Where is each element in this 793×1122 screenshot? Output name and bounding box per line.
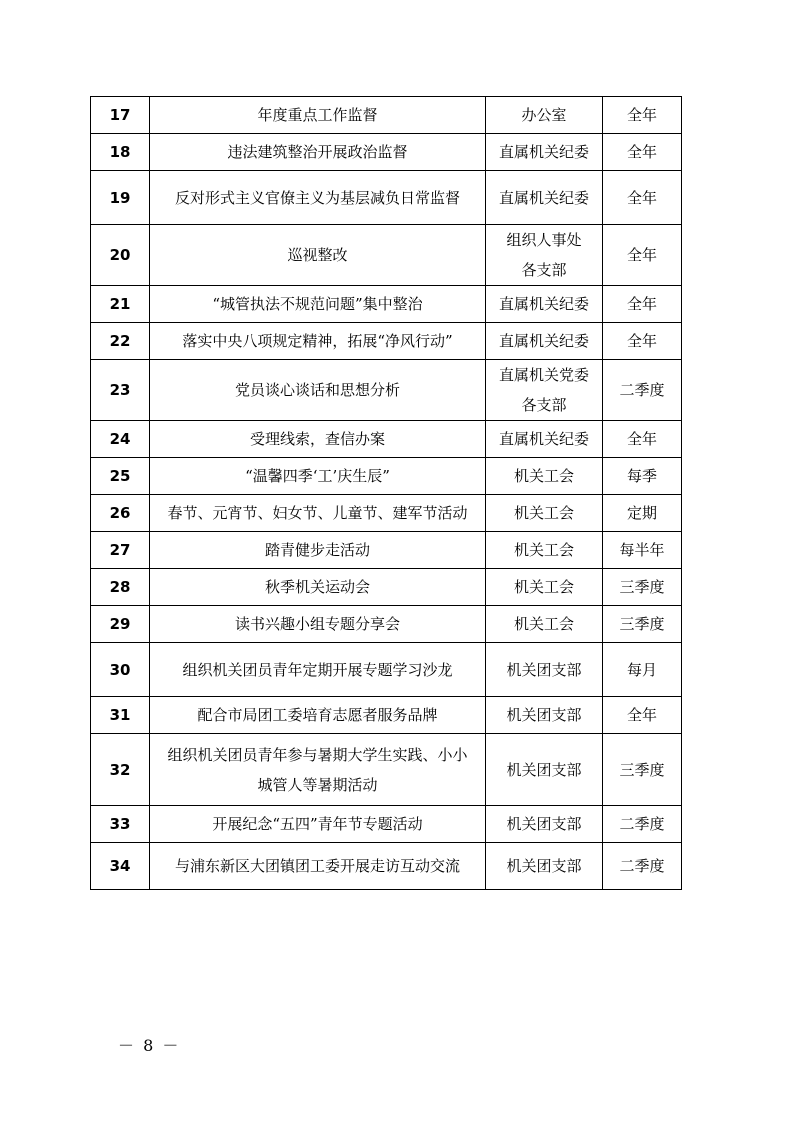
- table-row: [91, 134, 682, 171]
- department-text: 组织人事处: [506, 231, 582, 249]
- department-text: 各支部: [521, 261, 567, 279]
- department-text: 机关工会: [513, 467, 574, 485]
- table-row: [91, 286, 682, 323]
- timeframe-cell: 每月: [603, 643, 682, 697]
- row-number-cell: 20: [91, 225, 150, 286]
- timeframe-cell: 全年: [603, 286, 682, 323]
- row-number-cell: 25: [91, 458, 150, 495]
- timeframe-cell: 定期: [603, 495, 682, 532]
- task-text: 党员谈心谈话和思想分析: [234, 381, 400, 399]
- row-number-cell: 19: [91, 171, 150, 225]
- timeframe-cell: 全年: [603, 421, 682, 458]
- timeframe-cell: 三季度: [603, 569, 682, 606]
- task-text: 年度重点工作监督: [257, 106, 378, 124]
- row-number-cell: 29: [91, 606, 150, 643]
- task-text: 落实中央八项规定精神，拓展“净风行动”: [182, 332, 453, 350]
- department-text: 机关团支部: [506, 660, 582, 679]
- department-cell: [486, 323, 603, 360]
- row-number-cell: 30: [91, 643, 150, 697]
- row-number-cell: 21: [91, 286, 150, 323]
- task-cell: [150, 734, 486, 806]
- task-text: 组织机关团员青年定期开展专题学习沙龙: [182, 660, 453, 679]
- task-cell: [150, 532, 486, 569]
- task-cell: [150, 134, 486, 171]
- table-row: [91, 495, 682, 532]
- task-text: 开展纪念“五四”青年节专题活动: [212, 815, 423, 833]
- timeframe-cell: 二季度: [603, 806, 682, 843]
- department-cell: [486, 606, 603, 643]
- department-cell: [486, 843, 603, 890]
- timeframe-cell: 三季度: [603, 606, 682, 643]
- row-number-cell: 18: [91, 134, 150, 171]
- task-text: 城管人等暑期活动: [257, 775, 378, 794]
- work-plan-table: [90, 96, 682, 890]
- table-row: [91, 643, 682, 697]
- department-cell: [486, 532, 603, 569]
- task-cell: [150, 286, 486, 323]
- department-text: 机关工会: [513, 541, 574, 559]
- department-cell: [486, 421, 603, 458]
- row-number-cell: 33: [91, 806, 150, 843]
- department-text: 各支部: [521, 396, 567, 414]
- department-cell: [486, 134, 603, 171]
- department-text: 直属机关纪委: [498, 143, 589, 161]
- task-text: 受理线索，查信办案: [249, 430, 385, 448]
- department-text: 直属机关纪委: [498, 430, 589, 448]
- task-text: 巡视整改: [287, 246, 348, 264]
- task-cell: [150, 569, 486, 606]
- table-row: [91, 97, 682, 134]
- department-cell: [486, 569, 603, 606]
- department-cell: [486, 225, 603, 286]
- department-cell: [486, 286, 603, 323]
- department-cell: [486, 643, 603, 697]
- department-text: 直属机关纪委: [498, 332, 589, 350]
- task-text: 踏青健步走活动: [264, 541, 370, 559]
- table-row: [91, 734, 682, 806]
- department-text: 机关工会: [513, 578, 574, 596]
- timeframe-cell: 全年: [603, 97, 682, 134]
- timeframe-cell: 全年: [603, 171, 682, 225]
- task-cell: [150, 806, 486, 843]
- task-text: 违法建筑整治开展政治监督: [227, 143, 408, 161]
- department-text: 直属机关纪委: [498, 188, 589, 207]
- task-cell: [150, 606, 486, 643]
- task-cell: [150, 225, 486, 286]
- timeframe-cell: 全年: [603, 323, 682, 360]
- row-number-cell: 28: [91, 569, 150, 606]
- row-number-cell: 22: [91, 323, 150, 360]
- timeframe-cell: 全年: [603, 225, 682, 286]
- table-row: [91, 569, 682, 606]
- department-cell: [486, 806, 603, 843]
- timeframe-cell: 全年: [603, 697, 682, 734]
- department-text: 机关团支部: [506, 815, 582, 833]
- timeframe-cell: 每季: [603, 458, 682, 495]
- department-cell: [486, 458, 603, 495]
- table-row: [91, 225, 682, 286]
- task-text: 春节、元宵节、妇女节、儿童节、建军节活动: [167, 504, 468, 522]
- task-cell: [150, 171, 486, 225]
- table-row: [91, 843, 682, 890]
- task-cell: [150, 697, 486, 734]
- task-text: 与浦东新区大团镇团工委开展走访互动交流: [174, 857, 460, 875]
- row-number-cell: 32: [91, 734, 150, 806]
- table-row: [91, 532, 682, 569]
- task-cell: [150, 495, 486, 532]
- task-cell: [150, 458, 486, 495]
- task-cell: [150, 97, 486, 134]
- department-text: 直属机关纪委: [498, 295, 589, 313]
- row-number-cell: 26: [91, 495, 150, 532]
- department-text: 直属机关党委: [498, 366, 589, 384]
- task-cell: [150, 421, 486, 458]
- department-text: 机关团支部: [506, 760, 582, 779]
- row-number-cell: 34: [91, 843, 150, 890]
- department-text: 机关工会: [513, 504, 574, 522]
- timeframe-cell: 每半年: [603, 532, 682, 569]
- task-text: 反对形式主义官僚主义为基层减负日常监督: [174, 188, 460, 207]
- task-cell: [150, 360, 486, 421]
- task-text: 配合市局团工委培育志愿者服务品牌: [197, 706, 438, 724]
- task-text: 组织机关团员青年参与暑期大学生实践、小小: [167, 745, 468, 764]
- department-text: 机关团支部: [506, 857, 582, 875]
- department-cell: [486, 360, 603, 421]
- work-plan-table-body: [91, 97, 682, 890]
- task-text: “城管执法不规范问题”集中整治: [212, 295, 423, 313]
- page-number: － 8 －: [118, 1036, 181, 1055]
- timeframe-cell: 三季度: [603, 734, 682, 806]
- timeframe-cell: 全年: [603, 134, 682, 171]
- row-number-cell: 31: [91, 697, 150, 734]
- row-number-cell: 17: [91, 97, 150, 134]
- department-cell: [486, 97, 603, 134]
- department-cell: [486, 171, 603, 225]
- row-number-cell: 24: [91, 421, 150, 458]
- task-text: “温馨四季‘工’庆生辰”: [245, 467, 390, 485]
- table-row: [91, 458, 682, 495]
- department-cell: [486, 734, 603, 806]
- table-row: [91, 323, 682, 360]
- table-row: [91, 806, 682, 843]
- department-cell: [486, 495, 603, 532]
- timeframe-cell: 二季度: [603, 843, 682, 890]
- task-text: 秋季机关运动会: [264, 578, 370, 596]
- table-row: [91, 171, 682, 225]
- timeframe-cell: 二季度: [603, 360, 682, 421]
- table-row: [91, 421, 682, 458]
- department-text: 机关工会: [513, 615, 574, 633]
- task-cell: [150, 643, 486, 697]
- task-text: 读书兴趣小组专题分享会: [234, 615, 400, 633]
- department-text: 办公室: [521, 106, 567, 124]
- department-text: 机关团支部: [506, 706, 582, 724]
- row-number-cell: 23: [91, 360, 150, 421]
- task-cell: [150, 843, 486, 890]
- table-row: [91, 606, 682, 643]
- row-number-cell: 27: [91, 532, 150, 569]
- table-row: [91, 360, 682, 421]
- department-cell: [486, 697, 603, 734]
- task-cell: [150, 323, 486, 360]
- table-row: [91, 697, 682, 734]
